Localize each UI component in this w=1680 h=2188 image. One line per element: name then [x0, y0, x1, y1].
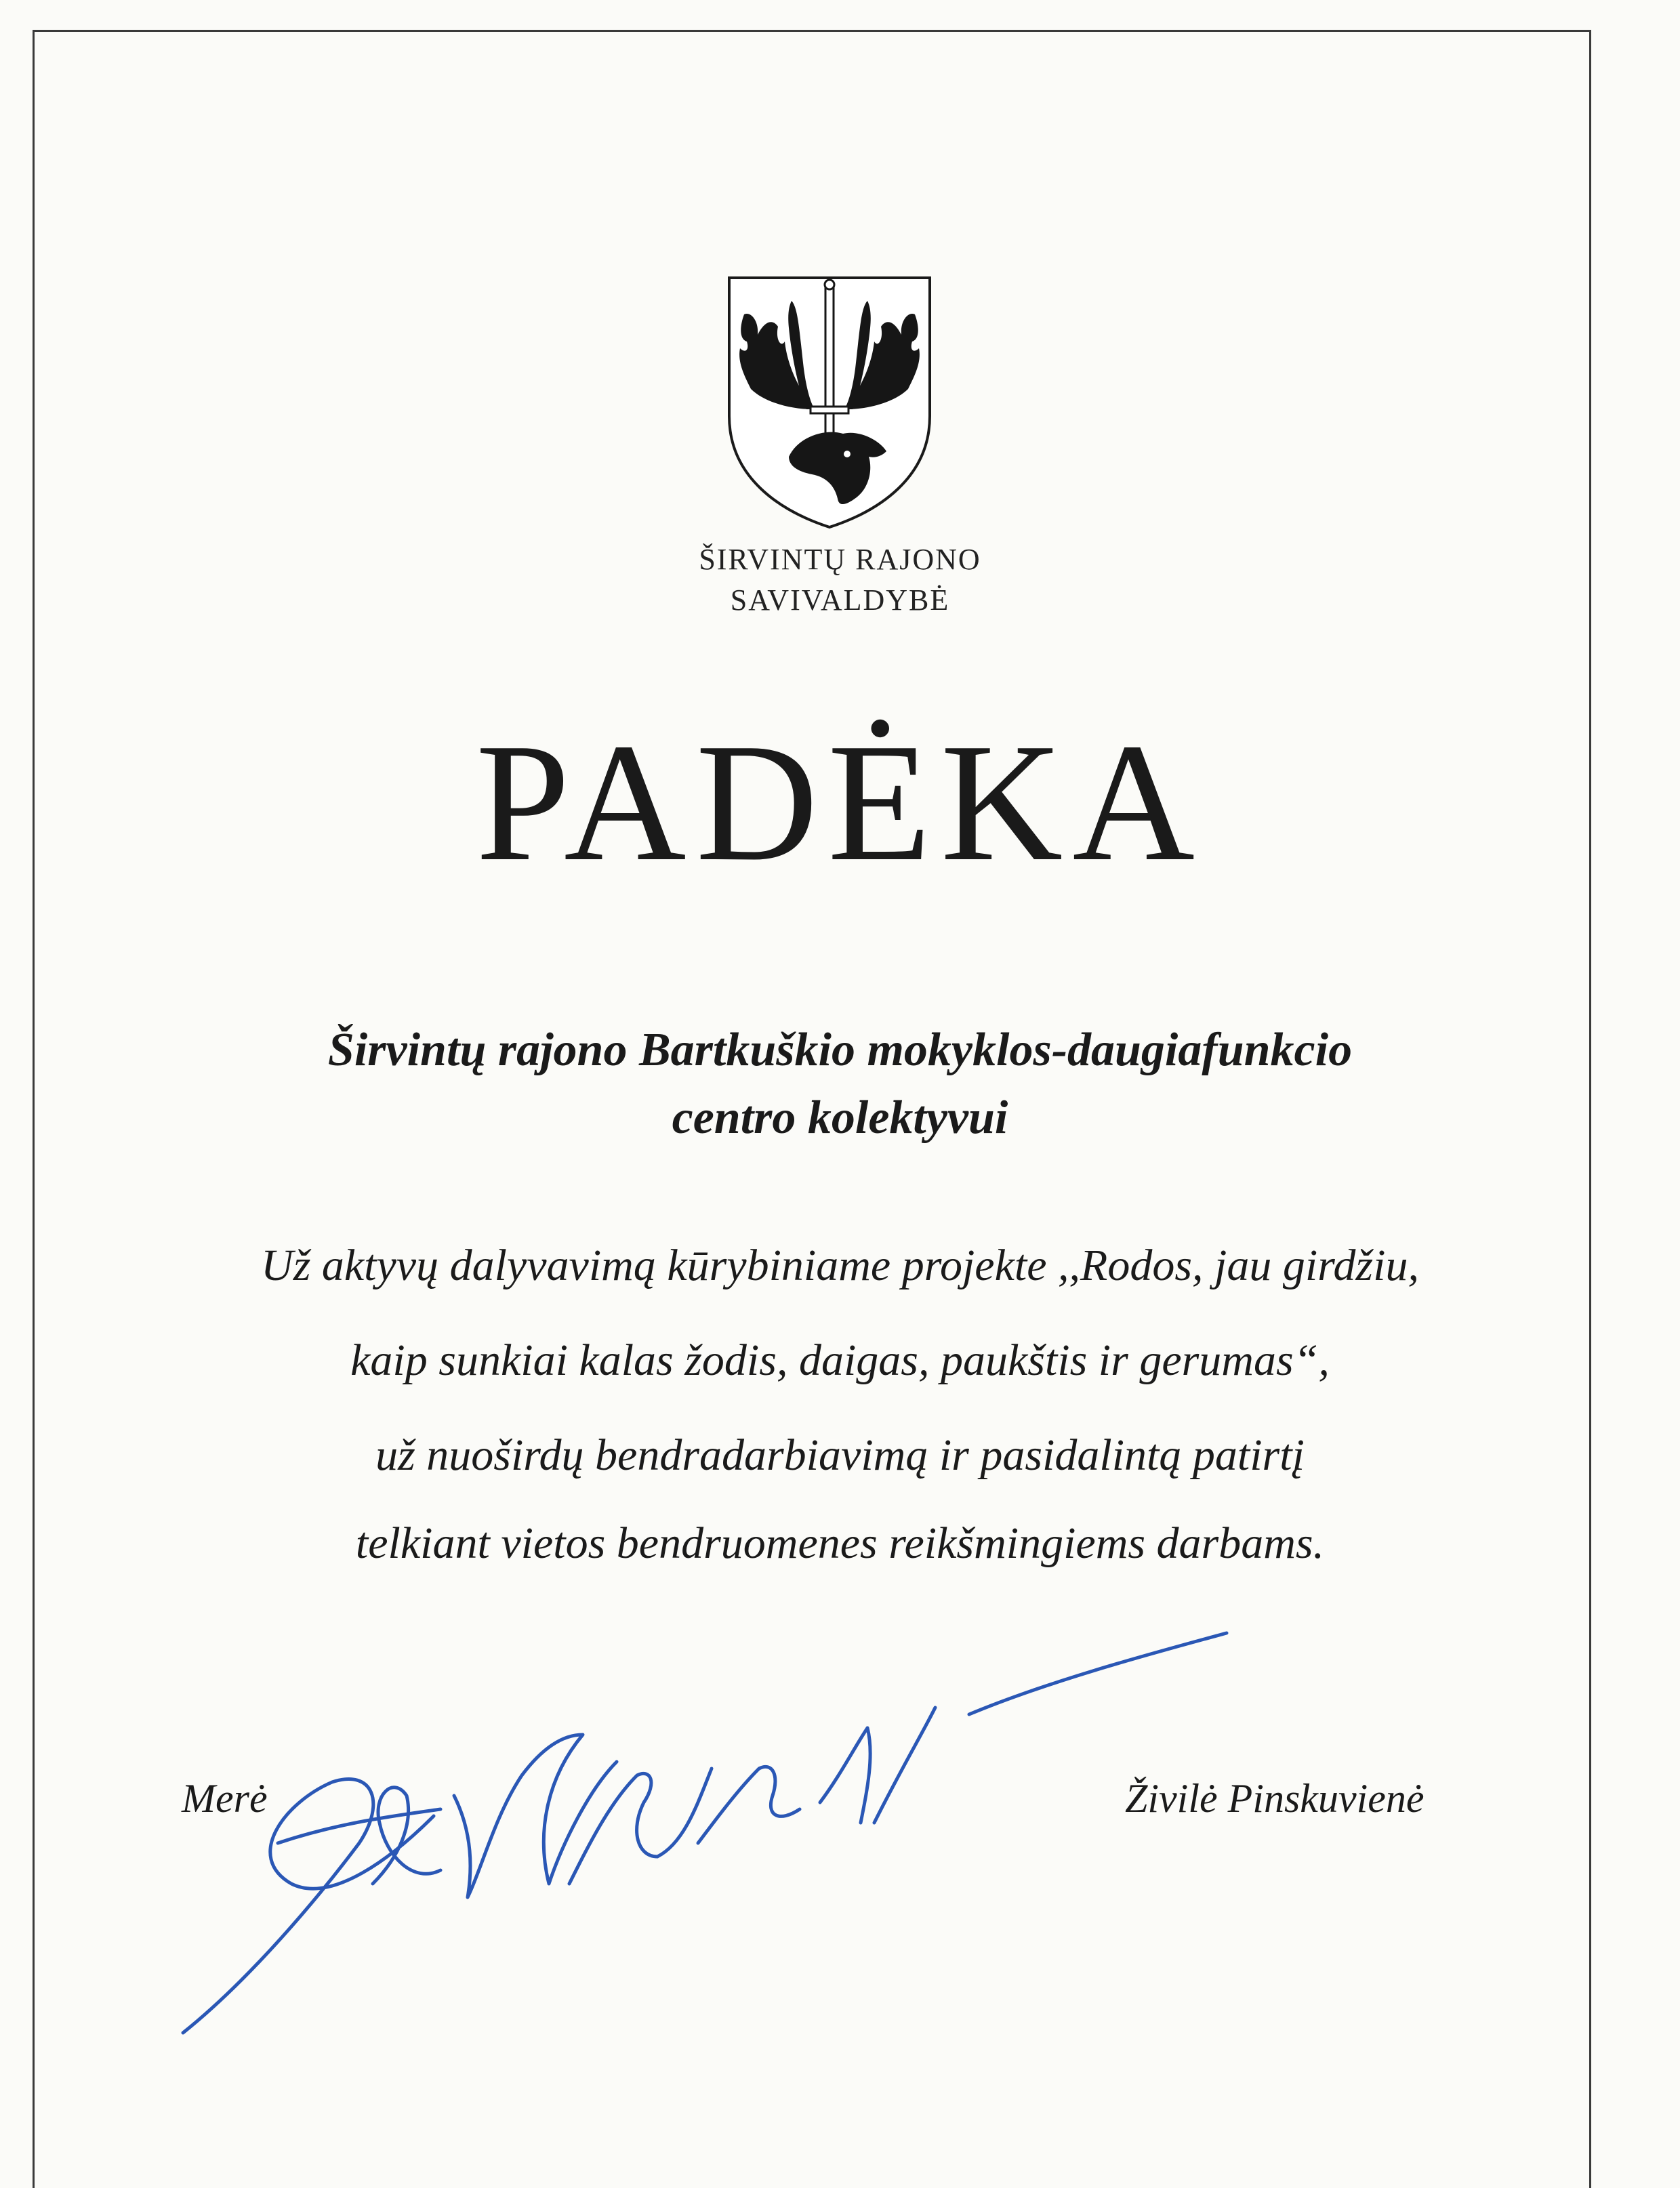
coat-of-arms-icon	[724, 274, 935, 531]
body-line-2: kaip sunkiai kalas žodis, daigas, paukštis ir gerumas“,	[350, 1336, 1330, 1385]
org-name-line2: SAVIVALDYBĖ	[730, 583, 950, 617]
signatory-name: Živilė Pinskuvienė	[1125, 1776, 1425, 1821]
body-line-1: Už aktyvų dalyvavimą kūrybiniame projekte ,,Rodos, jau girdžiu,	[261, 1241, 1419, 1290]
document-title: PADĖKA	[476, 709, 1204, 896]
signatory-role: Merė	[182, 1776, 268, 1821]
recipient-line1: Širvintų rajono Bartkuškio mokyklos-daugiafunkcio	[327, 1024, 1353, 1076]
recipient-line2: centro kolektyvui	[672, 1092, 1008, 1144]
body-line-3: už nuoširdų bendradarbiavimą ir pasidalintą patirtį	[375, 1430, 1305, 1480]
handwritten-signature	[169, 1599, 1355, 2046]
org-name-line1: ŠIRVINTŲ RAJONO	[699, 543, 981, 576]
body-line-4: telkiant vietos bendruomenes reikšmingiems darbams.	[355, 1519, 1325, 1568]
